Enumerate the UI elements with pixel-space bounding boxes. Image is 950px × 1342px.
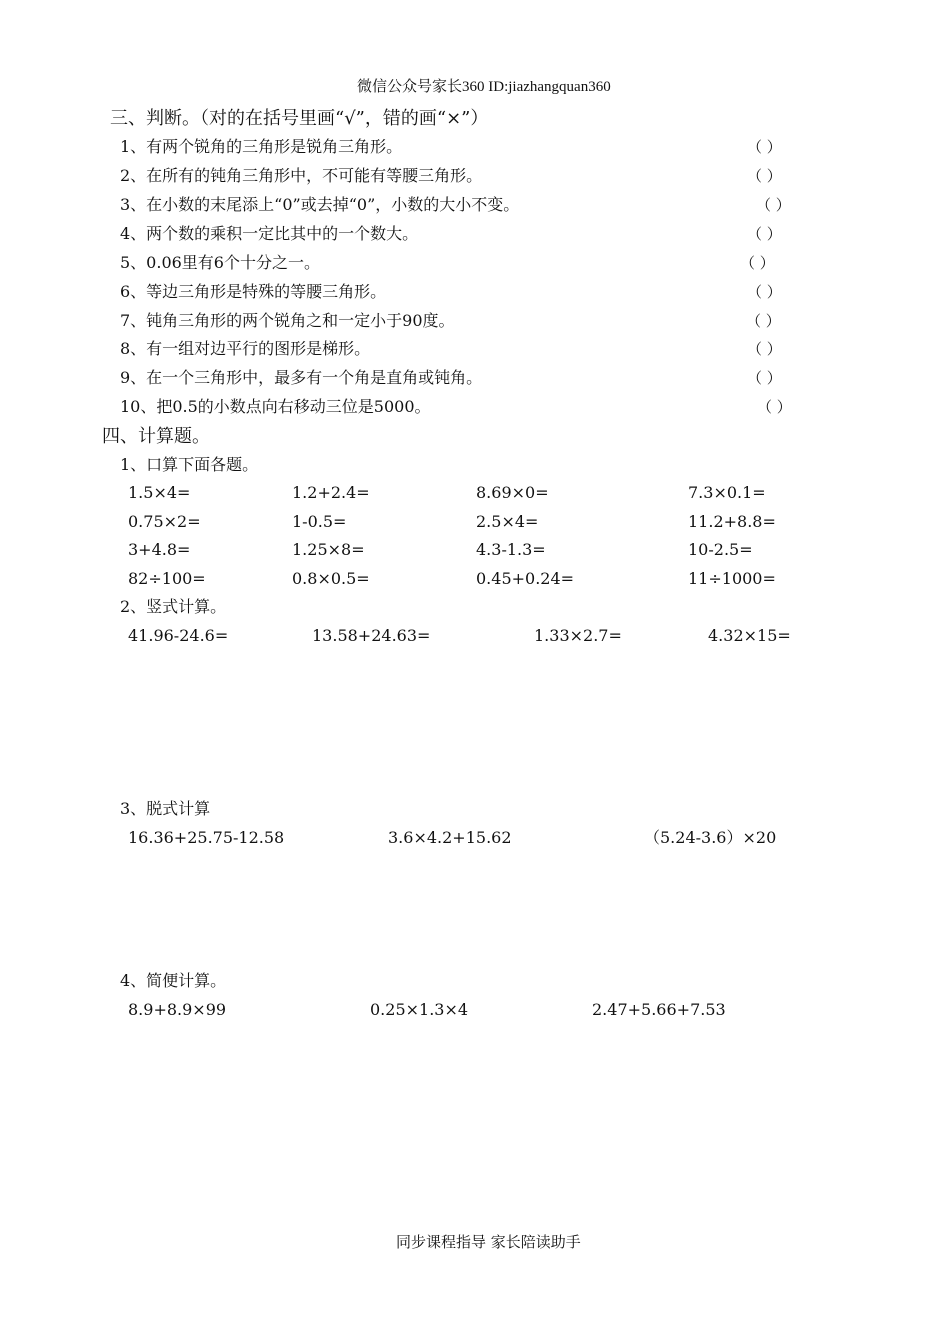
answer-paren-1[interactable]: （ ） (747, 138, 782, 156)
judgment-item-3: 3、在小数的末尾添上“0”或去掉“0”，小数的大小不变。 (120, 195, 520, 214)
vertical-problem: 1.33×2.7= (534, 626, 622, 645)
oral-problem: 10-2.5= (688, 540, 753, 559)
oral-problem: 4.3-1.3= (476, 540, 546, 559)
oral-problem: 0.8×0.5= (292, 569, 370, 588)
oral-problem: 3+4.8= (128, 540, 191, 559)
judgment-item-10: 10、把0.5的小数点向右移动三位是5000。 (120, 397, 431, 416)
answer-paren-7[interactable]: （ ） (746, 312, 781, 330)
vertical-problem: 4.32×15= (708, 626, 791, 645)
judgment-item-7: 7、钝角三角形的两个锐角之和一定小于90度。 (120, 311, 455, 330)
oral-problem: 11.2+8.8= (688, 512, 776, 531)
judgment-item-8: 8、有一组对边平行的图形是梯形。 (120, 339, 371, 358)
answer-paren-6[interactable]: （ ） (747, 283, 782, 301)
oral-problem: 1.2+2.4= (292, 483, 370, 502)
vertical-problem: 41.96-24.6= (128, 626, 229, 645)
vertical-calc-title: 2、竖式计算。 (120, 597, 227, 616)
answer-paren-10[interactable]: （ ） (757, 398, 792, 416)
oral-problem: 82÷100= (128, 569, 206, 588)
oral-problem: 2.5×4= (476, 512, 539, 531)
answer-paren-3[interactable]: （ ） (756, 196, 791, 214)
stepwise-problem: 16.36+25.75-12.58 (128, 828, 285, 847)
simplify-calc-title: 4、简便计算。 (120, 971, 227, 990)
stepwise-problem: （5.24-3.6）×20 (644, 828, 777, 847)
judgment-item-6: 6、等边三角形是特殊的等腰三角形。 (120, 282, 387, 301)
answer-paren-9[interactable]: （ ） (747, 369, 782, 387)
simplify-problem: 0.25×1.3×4 (370, 1000, 469, 1019)
simplify-problem: 8.9+8.9×99 (128, 1000, 227, 1019)
oral-problem: 7.3×0.1= (688, 483, 766, 502)
oral-problem: 1-0.5= (292, 512, 347, 531)
judgment-item-9: 9、在一个三角形中，最多有一个角是直角或钝角。 (120, 368, 483, 387)
oral-problem: 8.69×0= (476, 483, 549, 502)
answer-paren-5[interactable]: （ ） (740, 254, 775, 272)
section-3-title: 三、判断。（对的在括号里画“√”，错的画“×”） (110, 108, 489, 129)
vertical-problem: 13.58+24.63= (312, 626, 431, 645)
oral-calc-title: 1、口算下面各题。 (120, 455, 259, 474)
section-4-title: 四、计算题。 (102, 426, 210, 447)
stepwise-problem: 3.6×4.2+15.62 (388, 828, 512, 847)
oral-problem: 1.5×4= (128, 483, 191, 502)
oral-problem: 1.25×8= (292, 540, 365, 559)
judgment-item-4: 4、两个数的乘积一定比其中的一个数大。 (120, 224, 419, 243)
judgment-item-1: 1、有两个锐角的三角形是锐角三角形。 (120, 137, 403, 156)
footer-text: 同步课程指导 家长陪读助手 (396, 1233, 581, 1251)
stepwise-calc-title: 3、脱式计算 (120, 799, 211, 818)
simplify-problem: 2.47+5.66+7.53 (592, 1000, 726, 1019)
answer-paren-8[interactable]: （ ） (747, 340, 782, 358)
answer-paren-4[interactable]: （ ） (747, 225, 782, 243)
answer-paren-2[interactable]: （ ） (747, 167, 782, 185)
header-watermark: 微信公众号家长360 ID:jiazhangquan360 (357, 79, 611, 95)
oral-problem: 0.45+0.24= (476, 569, 575, 588)
oral-problem: 11÷1000= (688, 569, 776, 588)
judgment-item-5: 5、0.06里有6个十分之一。 (120, 253, 320, 272)
judgment-item-2: 2、在所有的钝角三角形中，不可能有等腰三角形。 (120, 166, 483, 185)
oral-problem: 0.75×2= (128, 512, 201, 531)
